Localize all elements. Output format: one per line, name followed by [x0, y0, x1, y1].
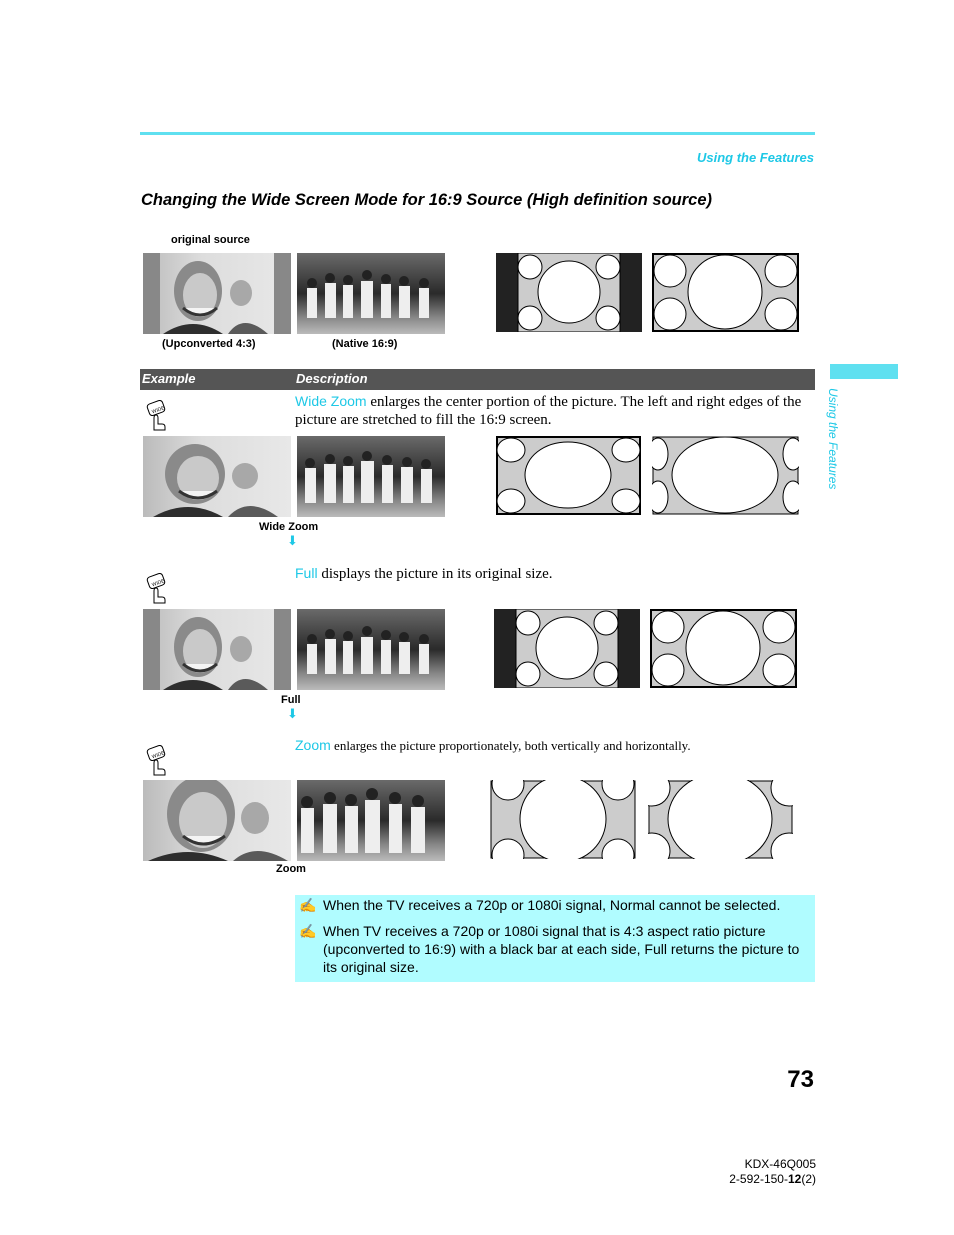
notes-box [295, 895, 815, 982]
page-number: 73 [787, 1066, 814, 1093]
part-number: 2-592-150-12(2) [729, 1172, 816, 1186]
caption-native: (Native 16:9) [332, 338, 398, 350]
side-tab-bar [830, 364, 898, 379]
baseball-photo-full [297, 609, 445, 690]
caption-upconverted: (Upconverted 4:3) [162, 338, 256, 350]
diagram-full-upconverted [494, 609, 640, 688]
arrow-down-icon: ⬇ [287, 706, 298, 721]
side-tab-label: Using the Features [826, 388, 840, 490]
note-pencil-icon: ✍ [299, 897, 317, 913]
svg-text:WIDE: WIDE [151, 578, 166, 589]
model-info [729, 1157, 816, 1187]
diagram-original-native [652, 253, 799, 332]
face-photo-zoom [143, 780, 291, 861]
section-heading: Changing the Wide Screen Mode for 16:9 Source (High definition source) [141, 191, 712, 209]
diagram-zoom-upconverted [490, 780, 636, 859]
arrow-down-icon: ⬇ [287, 533, 298, 548]
diagram-wide-zoom-upconverted [496, 436, 641, 515]
caption-full: Full [281, 694, 301, 706]
mode-desc-full: Full displays the picture in its original size. [295, 565, 553, 582]
caption-zoom: Zoom [276, 863, 306, 875]
col-example: Example [142, 371, 196, 386]
face-photo-upconverted [143, 253, 291, 334]
baseball-photo-zoom [297, 780, 445, 861]
caption-wide-zoom: Wide Zoom [259, 521, 319, 533]
diagram-full-native [650, 609, 797, 688]
running-title: Using the Features [696, 150, 814, 165]
header-rule [140, 132, 815, 135]
note-1: When the TV receives a 720p or 1080i signal, Normal cannot be selected. [323, 897, 781, 913]
note-pencil-icon: ✍ [299, 923, 317, 939]
face-photo-wide-zoom [143, 436, 291, 517]
diagram-zoom-native [648, 780, 793, 859]
col-description: Description [296, 371, 368, 386]
table-header [140, 369, 815, 390]
model-number: KDX-46Q005 [744, 1157, 816, 1171]
mode-name-wide-zoom: Wide Zoom [295, 393, 367, 409]
mode-desc-wide-zoom: Wide Zoom enlarges the center portion of the picture. The left and right edges of the picture are stretched to fill the 16:9 screen. [295, 393, 802, 428]
svg-text:WIDE: WIDE [151, 750, 166, 761]
mode-name-full: Full [295, 565, 318, 581]
wide-button-icon [146, 745, 168, 777]
diagram-original-upconverted [496, 253, 642, 332]
original-source-label: original source [171, 234, 250, 246]
mode-desc-zoom: Zoom enlarges the picture proportionately, both vertically and horizontally. [295, 737, 691, 753]
wide-button-icon [146, 573, 168, 605]
baseball-photo-native [297, 253, 445, 334]
baseball-photo-wide-zoom [297, 436, 445, 517]
wide-button-icon [146, 400, 168, 432]
face-photo-full [143, 609, 291, 690]
note-2: When TV receives a 720p or 1080i signal that is 4:3 aspect ratio picture (upconverted to 16:9) with a black bar at each side, Full returns the picture to its original size. [323, 923, 800, 975]
svg-text:WIDE: WIDE [151, 405, 166, 416]
mode-name-zoom: Zoom [295, 737, 331, 753]
diagram-wide-zoom-native [652, 436, 799, 515]
